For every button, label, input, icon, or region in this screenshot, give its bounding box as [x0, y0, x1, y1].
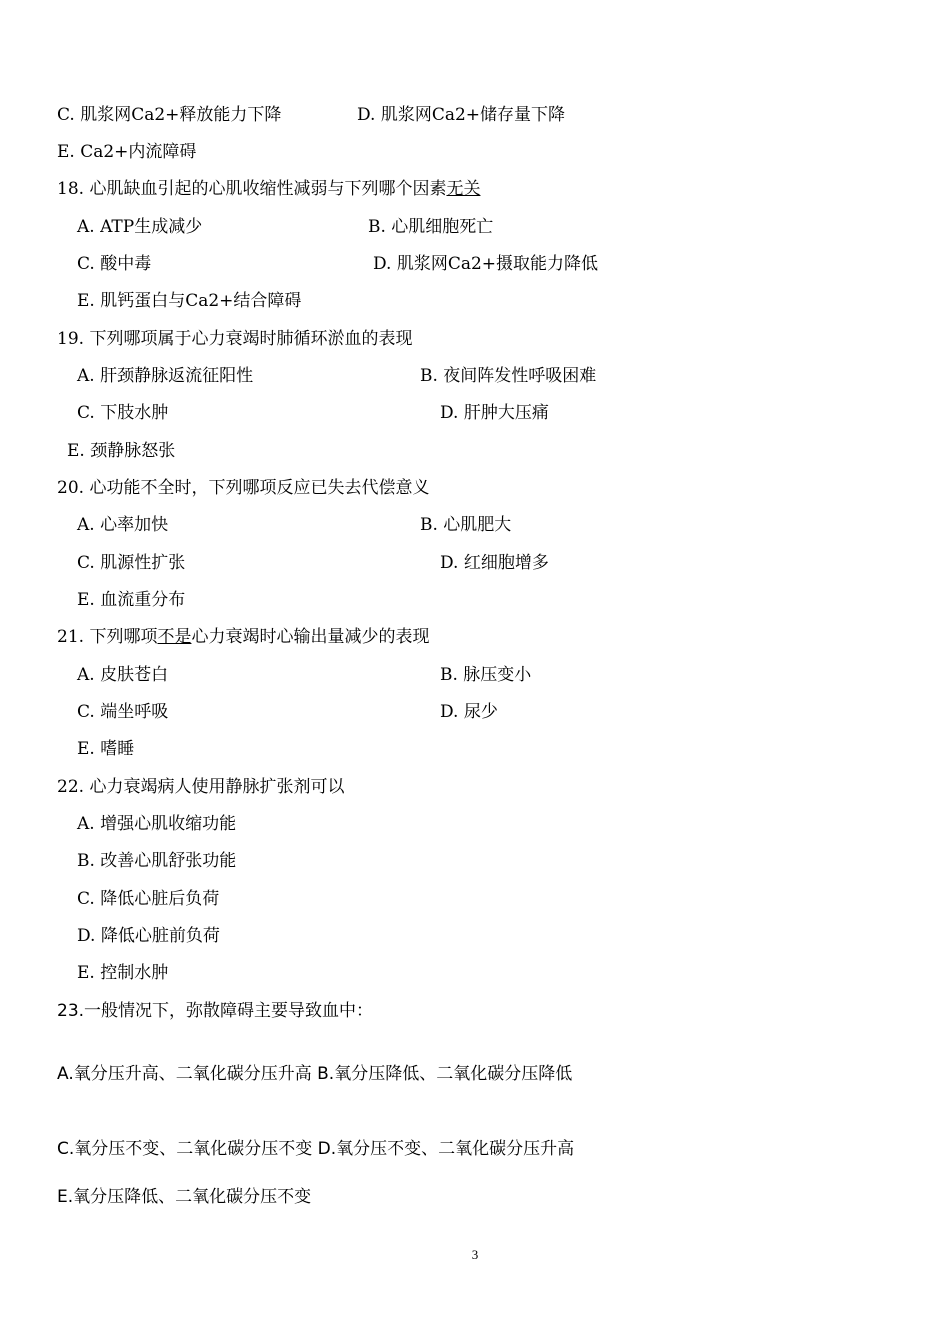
- q18-option-c: C. 酸中毒: [77, 254, 152, 274]
- q21-option-b: B. 脉压变小: [440, 665, 532, 685]
- q20-option-d: D. 红细胞增多: [440, 553, 549, 573]
- prev-option-d: D. 肌浆网Ca2+储存量下降: [357, 105, 566, 125]
- q19-option-b: B. 夜间阵发性呼吸困难: [420, 366, 597, 386]
- q21-stem-text-end: 心力衰竭时心输出量减少的表现: [191, 627, 430, 647]
- q18-stem-text: 18. 心肌缺血引起的心肌收缩性减弱与下列哪个因素: [57, 179, 447, 199]
- q22-option-c: C. 降低心脏后负荷: [77, 889, 220, 909]
- q18-stem-underlined: 无关: [446, 179, 481, 199]
- q21-stem: [57, 626, 429, 648]
- q19-option-d: D. 肝肿大压痛: [440, 403, 549, 423]
- page-number: 3: [471, 1247, 479, 1262]
- q19-stem: 19. 下列哪项属于心力衰竭时肺循环淤血的表现: [57, 329, 413, 349]
- prev-option-e: E. Ca2+内流障碍: [57, 142, 197, 162]
- q22-option-e: E. 控制水肿: [77, 963, 169, 983]
- q20-option-c: C. 肌源性扩张: [77, 553, 186, 573]
- q20-stem: 20. 心功能不全时，下列哪项反应已失去代偿意义: [57, 478, 430, 498]
- q23-stem: 23.一般情况下，弥散障碍主要导致血中：: [57, 1001, 374, 1021]
- q21-stem-underlined: 不是: [157, 627, 192, 647]
- q19-option-e: E. 颈静脉怒张: [67, 441, 176, 461]
- q21-option-a: A. 皮肤苍白: [77, 665, 169, 685]
- q20-option-e: E. 血流重分布: [77, 590, 186, 610]
- q20-option-b: B. 心肌肥大: [420, 515, 512, 535]
- q20-option-a: A. 心率加快: [77, 515, 169, 535]
- prev-option-c: C. 肌浆网Ca2+释放能力下降: [57, 105, 282, 125]
- q23-options-ab: A.氧分压升高、二氧化碳分压升高 B.氧分压降低、二氧化碳分压降低: [57, 1064, 573, 1084]
- q23-options-cd: C.氧分压不变、二氧化碳分压不变 D.氧分压不变、二氧化碳分压升高: [57, 1139, 575, 1159]
- q22-stem: 22. 心力衰竭病人使用静脉扩张剂可以: [57, 777, 345, 797]
- q18-option-b: B. 心肌细胞死亡: [368, 217, 494, 237]
- q18-stem: [57, 178, 480, 200]
- q19-option-c: C. 下肢水肿: [77, 403, 169, 423]
- q21-option-d: D. 尿少: [440, 702, 498, 722]
- q18-option-e: E. 肌钙蛋白与Ca2+结合障碍: [77, 291, 302, 311]
- q21-option-e: E. 嗜睡: [77, 739, 135, 759]
- q22-option-a: A. 增强心肌收缩功能: [77, 814, 237, 834]
- q22-option-b: B. 改善心肌舒张功能: [77, 851, 237, 871]
- q19-option-a: A. 肝颈静脉返流征阳性: [77, 366, 254, 386]
- q23-option-e: E.氧分压降低、二氧化碳分压不变: [57, 1187, 312, 1207]
- q18-option-a: A. ATP生成减少: [77, 217, 203, 237]
- q22-option-d: D. 降低心脏前负荷: [77, 926, 220, 946]
- q18-option-d: D. 肌浆网Ca2+摄取能力降低: [373, 254, 599, 274]
- q21-option-c: C. 端坐呼吸: [77, 702, 169, 722]
- q21-stem-text-start: 21. 下列哪项: [57, 627, 158, 647]
